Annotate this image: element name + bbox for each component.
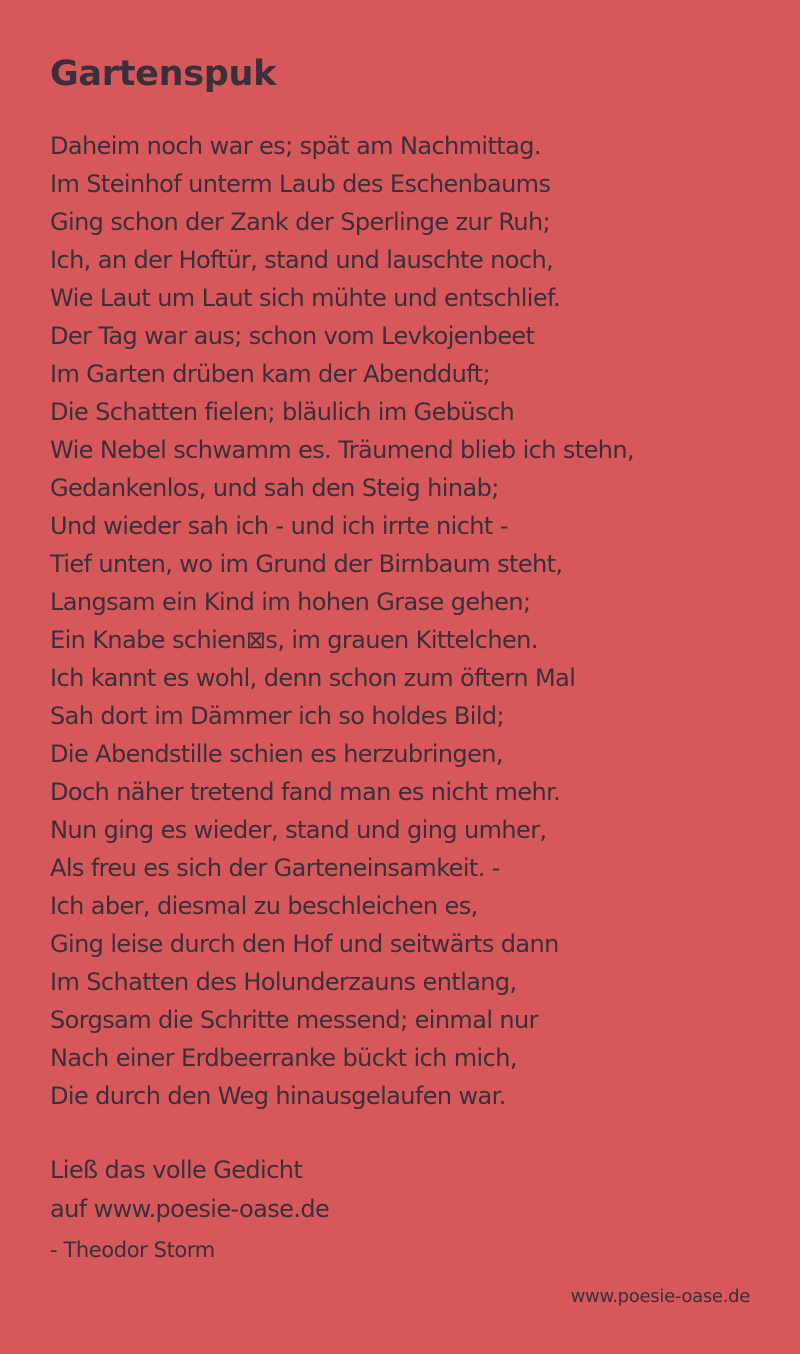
poem-line: Im Steinhof unterm Laub des Eschenbaums (50, 170, 551, 198)
poem-line: Ich kannt es wohl, denn schon zum öftern Mal (50, 664, 576, 692)
poem-line: Gedankenlos, und sah den Steig hinab; (50, 474, 499, 502)
poem-line: Sah dort im Dämmer ich so holdes Bild; (50, 702, 505, 730)
poem-line: Im Garten drüben kam der Abendduft; (50, 360, 490, 388)
poem-title: Gartenspuk (50, 54, 277, 94)
poem-line: Wie Laut um Laut sich mühte und entschlief. (50, 284, 561, 312)
poem-line: Tief unten, wo im Grund der Birnbaum steht, (50, 550, 563, 578)
poem-line: Daheim noch war es; spät am Nachmittag. (50, 132, 541, 160)
cta-line-2: auf www.poesie-oase.de (50, 1195, 330, 1223)
poem-line: Ich aber, diesmal zu beschleichen es, (50, 892, 478, 920)
poem-line: Nun ging es wieder, stand und ging umher, (50, 816, 547, 844)
poem-line: Die durch den Weg hinausgelaufen war. (50, 1082, 506, 1110)
poem-line: Ging leise durch den Hof und seitwärts dann (50, 930, 559, 958)
poem-line: Langsam ein Kind im hohen Grase gehen; (50, 588, 531, 616)
poem-line: Ein Knabe schien⊠s, im grauen Kittelchen. (50, 626, 538, 654)
poem-line: Der Tag war aus; schon vom Levkojenbeet (50, 322, 535, 350)
poem-line: Im Schatten des Holunderzauns entlang, (50, 968, 517, 996)
poem-line: Sorgsam die Schritte messend; einmal nur (50, 1006, 538, 1034)
footer-url: www.poesie-oase.de (570, 1286, 750, 1307)
poem-line: Ich, an der Hoftür, stand und lauschte noch, (50, 246, 554, 274)
read-full-poem-note (50, 1151, 329, 1229)
poem-line: Die Schatten fielen; bläulich im Gebüsch (50, 398, 515, 426)
poem-body (50, 127, 634, 1115)
poem-line: Doch näher tretend fand man es nicht mehr. (50, 778, 561, 806)
poem-line: Und wieder sah ich - und ich irrte nicht - (50, 512, 508, 540)
poem-line: Die Abendstille schien es herzubringen, (50, 740, 503, 768)
poem-line: Wie Nebel schwamm es. Träumend blieb ich stehn, (50, 436, 635, 464)
poem-line: Als freu es sich der Garteneinsamkeit. - (50, 854, 500, 882)
poem-line: Nach einer Erdbeerranke bückt ich mich, (50, 1044, 517, 1072)
cta-line-1: Ließ das volle Gedicht (50, 1156, 303, 1184)
poem-line: Ging schon der Zank der Sperlinge zur Ruh; (50, 208, 551, 236)
author-credit: - Theodor Storm (50, 1238, 215, 1262)
